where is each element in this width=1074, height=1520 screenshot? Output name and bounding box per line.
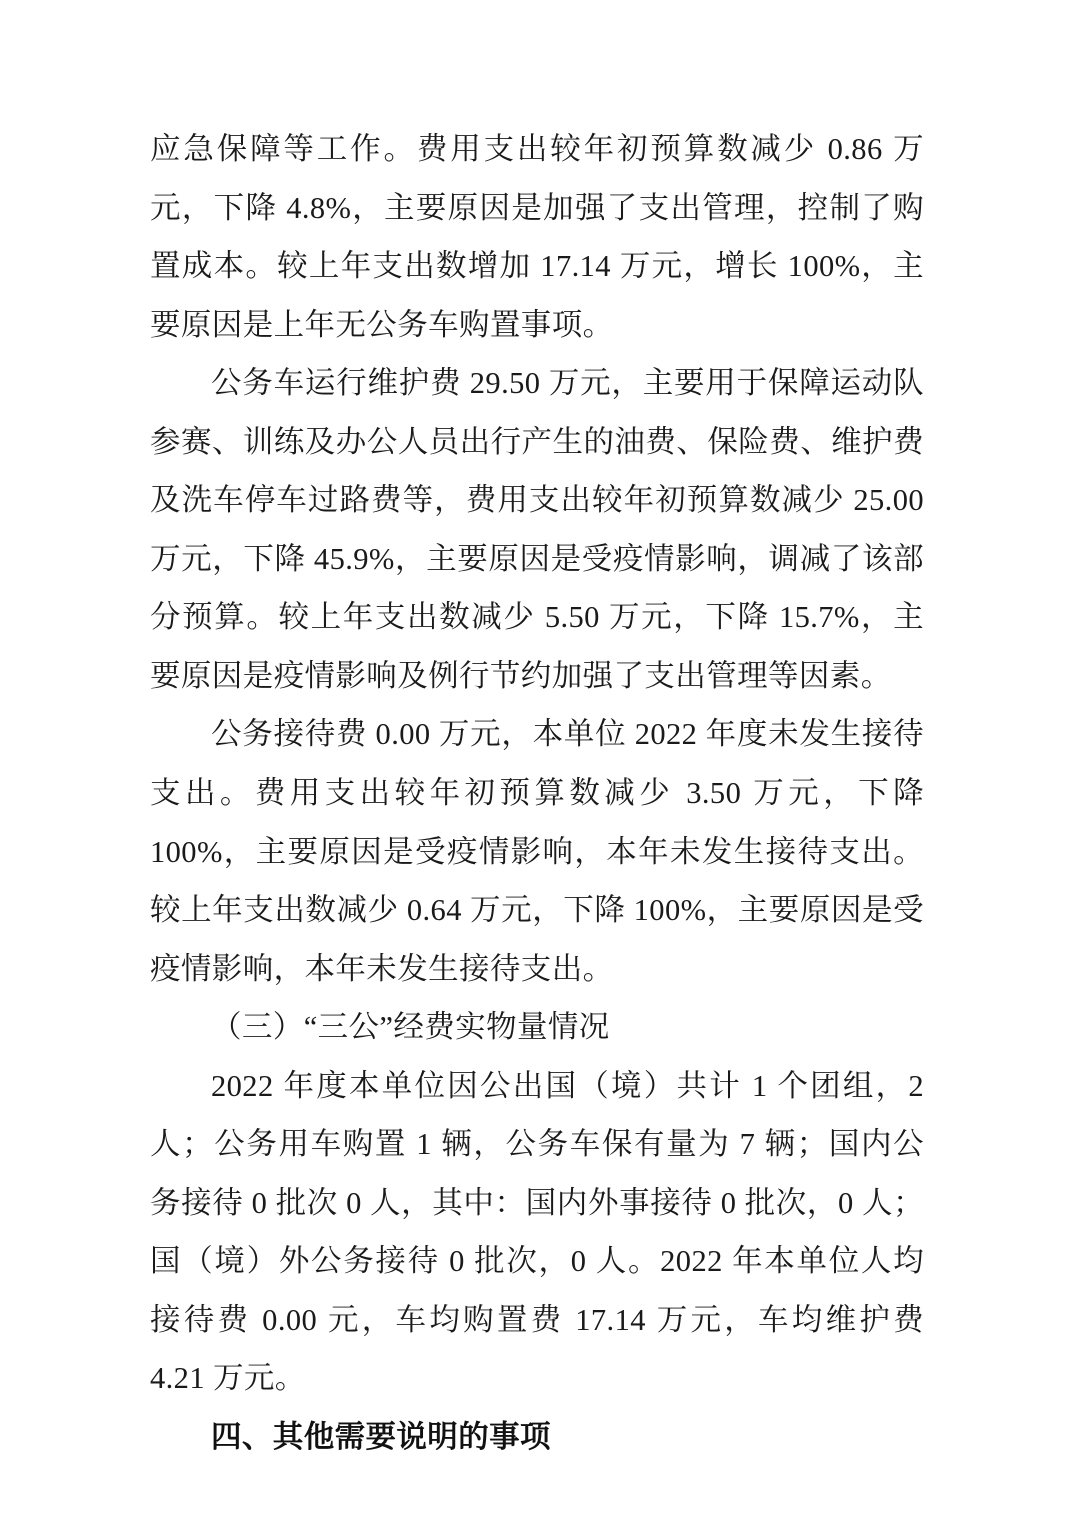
- paragraph-vehicle-purchase-continued: 应急保障等工作。费用支出较年初预算数减少 0.86 万元，下降 4.8%，主要原因是加强了支出管理，控制了购置成本。较上年支出数增加 17.14 万元，增长 100%，主要原因是上年无公务车购置事项。: [150, 132, 924, 342]
- paragraph-vehicle-maintenance: 公务车运行维护费 29.50 万元，主要用于保障运动队参赛、训练及办公人员出行产生的油费、保险费、维护费及洗车停车过路费等，费用支出较年初预算数减少 25.00 万元，下降 45.9%，主要原因是受疫情影响，调减了该部分预算。较上年支出数减少 5.50 万元，下降 15.7%，主要原因是疫情影响及例行节约加强了支出管理等因素。: [150, 366, 924, 693]
- document-body: [150, 120, 924, 1467]
- section-heading-three-public-quantities: （三）“三公”经费实物量情况: [211, 1010, 610, 1045]
- section-heading-other-matters: 四、其他需要说明的事项: [211, 1420, 551, 1455]
- paragraph-three-public-quantities-detail: 2022 年度本单位因公出国（境）共计 1 个团组，2 人；公务用车购置 1 辆，公务车保有量为 7 辆；国内公务接待 0 批次 0 人，其中：国内外事接待 0 批次，0 人；国（境）外公务接待 0 批次，0 人。2022 年本单位人均接待费 0.00 元，车均购置费 17.14 万元，车均维护费 4.21 万元。: [150, 1068, 924, 1396]
- paragraph-official-reception: 公务接待费 0.00 万元，本单位 2022 年度未发生接待支出。费用支出较年初预算数减少 3.50 万元，下降 100%，主要原因是受疫情影响，本年未发生接待支出。较上年支出数减少 0.64 万元，下降 100%，主要原因是受疫情影响，本年未发生接待支出。: [150, 717, 924, 986]
